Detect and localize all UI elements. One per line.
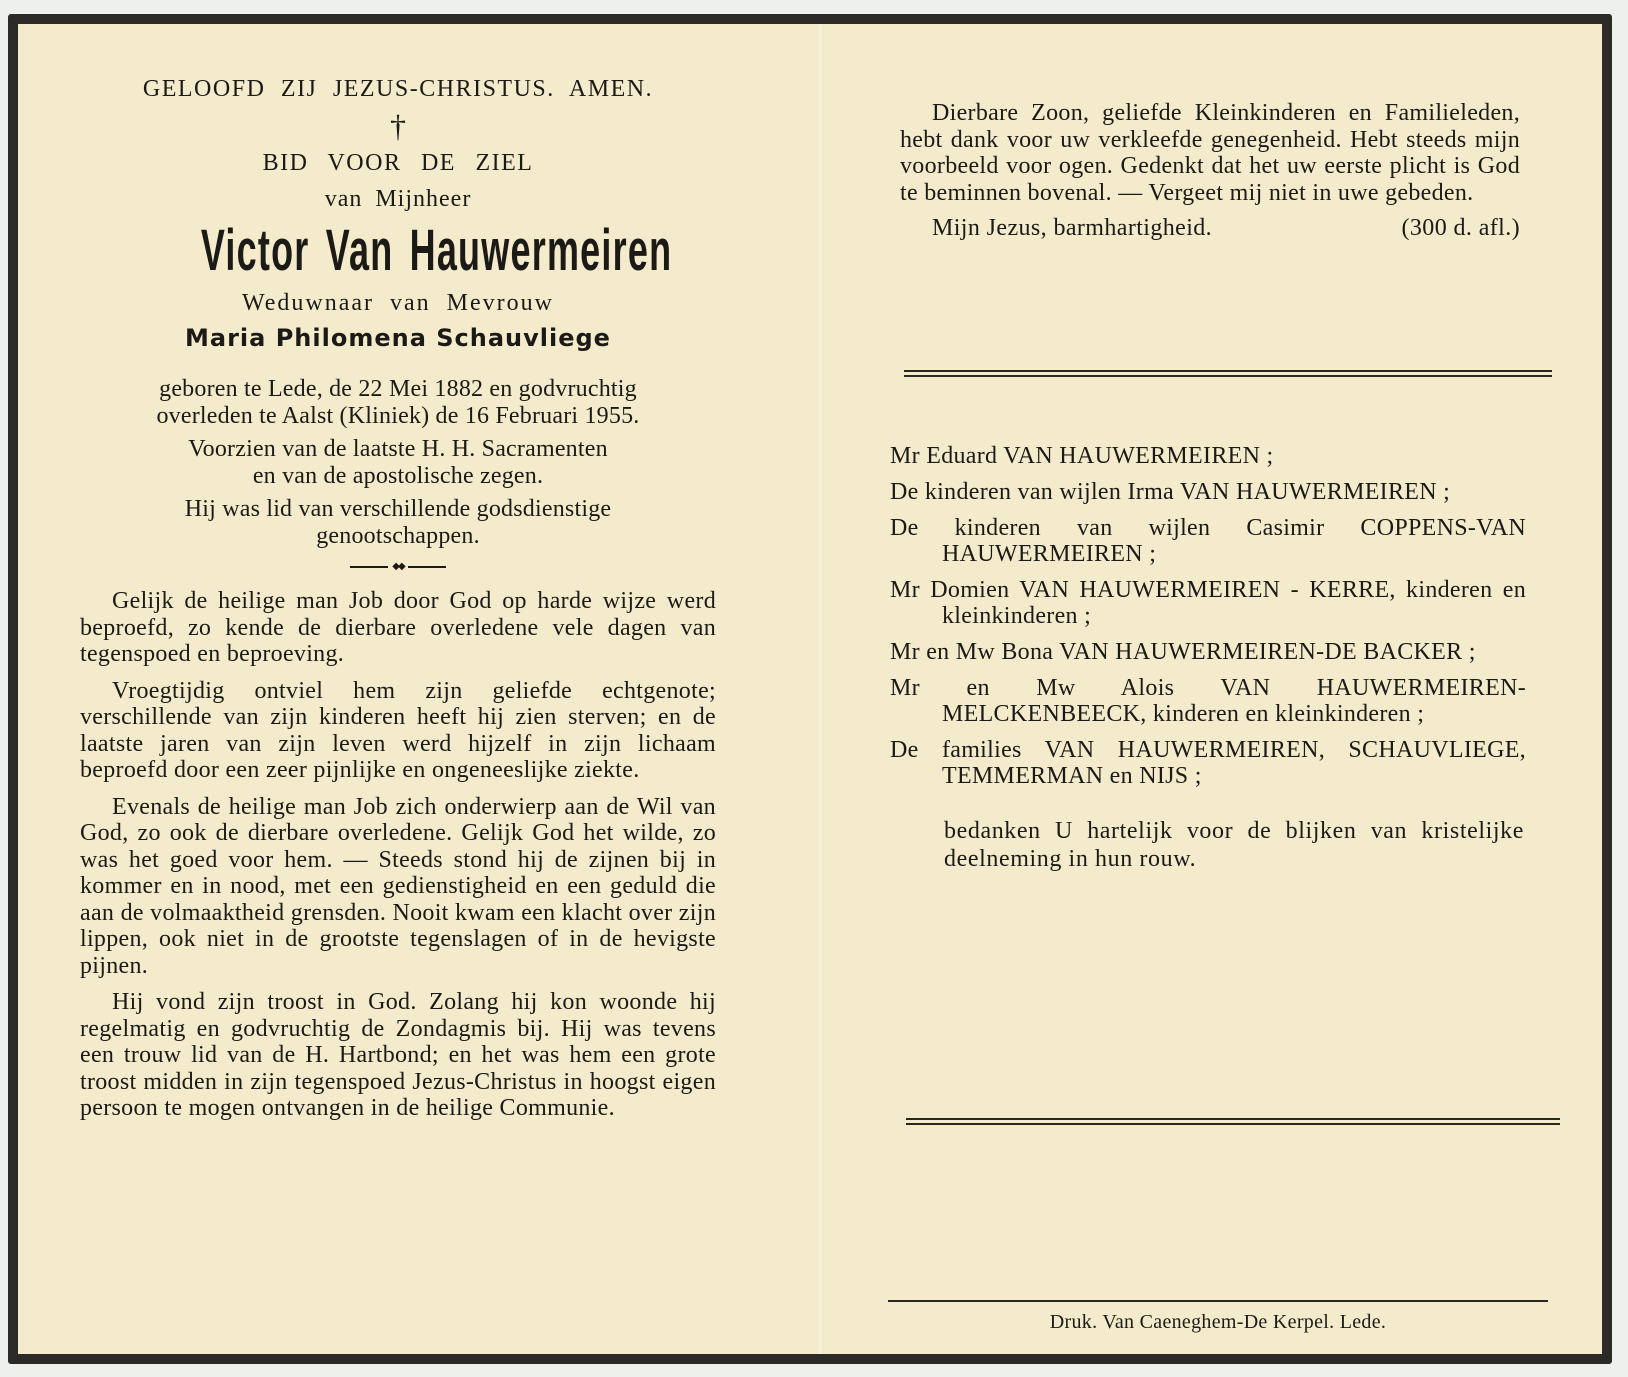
ornament-divider bbox=[80, 560, 716, 574]
ejaculation-text: Mijn Jezus, barmhartigheid. bbox=[932, 215, 1213, 241]
indulgence-text: (300 d. afl.) bbox=[1401, 215, 1520, 241]
paragraph-faith: Hij vond zijn troost in God. Zolang hij kon woonde hij regelmatig en godvruchtig de Zondagmis bij. Hij was tevens een trouw lid van de H. Hartbond; en het was hem een grote troost midden in zijn tegenspoed Jezus-Christus in hoogst eigen persoon te mogen ontvangen in de heilige Communie. bbox=[80, 989, 716, 1121]
right-panel bbox=[888, 24, 1548, 1354]
family-entry: De kinderen van wijlen Irma VAN HAUWERMEIREN ; bbox=[890, 479, 1451, 505]
honorific: van Mijnheer bbox=[324, 186, 472, 212]
family-entry: Mr Eduard VAN HAUWERMEIREN ; bbox=[890, 443, 1274, 469]
sacraments-info bbox=[80, 436, 716, 490]
family-entry: De families VAN HAUWERMEIREN, SCHAUVLIEGE, TEMMERMAN en NIJS ; bbox=[890, 737, 1526, 789]
family-entry: Mr en Mw Alois VAN HAUWERMEIREN-MELCKENBEECK, kinderen en kleinkinderen ; bbox=[890, 675, 1526, 727]
printer-rule bbox=[888, 1300, 1548, 1302]
paragraph-job: Gelijk de heilige man Job door God op harde wijze werd beproefd, zo kende de dierbare overledene vele dagen van tegenspoed en beproeving. bbox=[80, 588, 716, 667]
paragraph-submission: Evenals de heilige man Job zich onderwierp aan de Wil van God, zo ook de dierbare overledene. Gelijk God het wilde, zo was het goed voor hem. — Steeds stond hij de zijnen bij in kommer en in nood, met een gedienstigheid en een geduld die aan de volmaaktheid grensden. Nooit kwam een klacht over zijn lippen, ook niet in de grootste tegenslagen of in de hevigste pijnen. bbox=[80, 793, 716, 979]
sacraments-line-1: Voorzien van de laatste H. H. Sacramenten bbox=[188, 436, 608, 462]
family-entry: Mr Domien VAN HAUWERMEIREN - KERRE, kinderen en kleinkinderen ; bbox=[890, 577, 1526, 629]
death-line: overleden te Aalst (Kliniek) de 16 Februari 1955. bbox=[156, 403, 640, 429]
thanks-message: bedanken U hartelijk voor de blijken van kristelijke deelneming in hun rouw. bbox=[944, 818, 1524, 872]
family-entry: Mr en Mw Bona VAN HAUWERMEIREN-DE BACKER ; bbox=[890, 639, 1476, 665]
memorial-card bbox=[8, 14, 1612, 1364]
ornament-bar-left bbox=[350, 566, 388, 568]
spouse-name: Maria Philomena Schauvliege bbox=[185, 324, 611, 352]
societies-line-2: genootschappen. bbox=[316, 523, 480, 549]
printer-credit: Druk. Van Caeneghem-De Kerpel. Lede. bbox=[1049, 1311, 1387, 1333]
family-entry: De kinderen van wijlen Casimir COPPENS-VAN HAUWERMEIREN ; bbox=[890, 515, 1526, 567]
ornament-bar-right bbox=[408, 566, 446, 568]
societies-line-1: Hij was lid van verschillende godsdienstige bbox=[184, 496, 612, 522]
farewell-message: Dierbare Zoon, geliefde Kleinkinderen en Familieleden, hebt dank voor uw verkleefde genegenheid. Hebt steeds mijn voorbeeld voor ogen. Gedenkt dat het uw eerste plicht is God te beminnen bovenal. — Vergeet mij niet in uwe gebeden. bbox=[900, 100, 1520, 206]
deceased-name: Victor Van Hauwermeiren bbox=[200, 218, 673, 283]
societies-info bbox=[80, 496, 716, 550]
family-list bbox=[888, 443, 1526, 789]
ejaculation-line bbox=[888, 214, 1520, 242]
card-fold bbox=[818, 24, 824, 1354]
left-panel bbox=[80, 24, 716, 1354]
paragraph-losses: Vroegtijdig ontviel hem zijn geliefde echtgenote; verschillende van zijn kinderen heeft hij zien sterven; en de laatste jaren van zijn leven werd hijzelf in zijn lichaam beproefd door een zeer pijnlijke en ongeneeslijke ziekte. bbox=[80, 677, 716, 783]
birth-line: geboren te Lede, de 22 Mei 1882 en godvruchtig bbox=[159, 376, 637, 402]
diamond-ornament-icon: ◆◆ bbox=[392, 561, 404, 572]
deceased-name-wrap bbox=[80, 216, 716, 286]
birth-death-info bbox=[80, 376, 716, 430]
pray-heading: BID VOOR DE ZIEL bbox=[262, 150, 534, 176]
double-rule-top bbox=[904, 370, 1552, 377]
opening-invocation: GELOOFD ZIJ JEZUS-CHRISTUS. AMEN. bbox=[142, 76, 654, 102]
sacraments-line-2: en van de apostolische zegen. bbox=[252, 463, 544, 489]
cross-icon: † bbox=[390, 108, 406, 144]
double-rule-bottom bbox=[906, 1118, 1560, 1125]
widower-of: Weduwnaar van Mevrouw bbox=[242, 290, 554, 316]
